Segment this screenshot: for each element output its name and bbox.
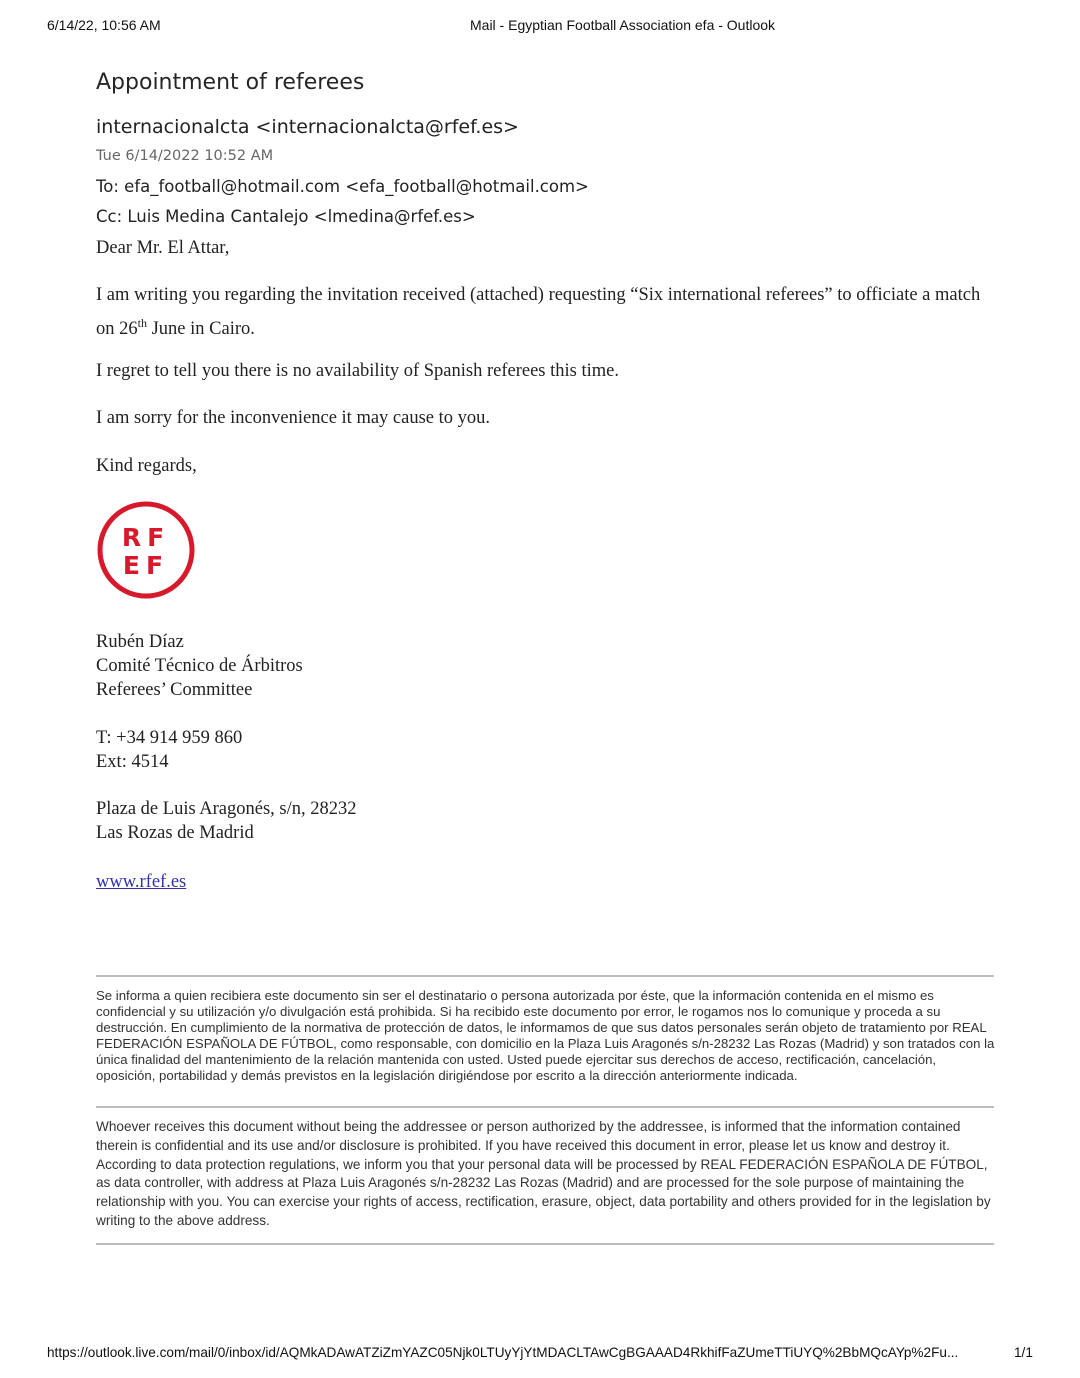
- p1-sup: th: [137, 316, 147, 330]
- print-page-number: 1/1: [1014, 1345, 1033, 1360]
- email-cc: Cc: Luis Medina Cantalejo <lmedina@rfef.es>: [96, 207, 476, 226]
- signature-ext: Ext: 4514: [96, 752, 169, 772]
- address-line-1: Plaza de Luis Aragonés, s/n, 28232: [96, 799, 357, 819]
- signature-phone: T: +34 914 959 860: [96, 728, 243, 748]
- print-datetime: 6/14/22, 10:56 AM: [47, 17, 161, 33]
- signature-role-es: Comité Técnico de Árbitros: [96, 656, 303, 676]
- logo-text-2: EF: [122, 551, 170, 580]
- body-paragraph-1: [96, 281, 986, 343]
- email-sender: internacionalcta <internacionalcta@rfef.es>: [96, 116, 519, 138]
- disclaimer-spanish: Se informa a quien recibiera este documento sin ser el destinatario o persona autorizada por éste, que la información contenida en el mismo es confidencial y su utilización y/o divulgación está prohibida. Si ha recibido este documento por error, le rogamos nos lo comunique y proceda a su destrucción. En cumplimiento de la normativa de protección de datos, le informamos de que sus datos personales serán objeto de tratamiento por REAL FEDERACIÓN ESPAÑOLA DE FÚTBOL, como responsable, con domicilio en la Plaza Luis Aragonés s/n-28232 Las Rozas (Madrid) y son tratados con la única finalidad del mantenimiento de la relación mantenida con usted. Usted puede ejercitar sus derechos de acceso, rectificación, cancelación, oposición, portabilidad y demás previstos en la legislación dirigiéndose por escrito a la dirección anteriormente indicada.: [96, 988, 995, 1083]
- divider: [96, 975, 994, 977]
- address-block: [96, 797, 357, 845]
- signature-block: [96, 630, 303, 702]
- logo-text-1: RF: [121, 523, 171, 552]
- divider: [96, 1243, 994, 1245]
- p1-text-end: June in Cairo.: [146, 319, 255, 340]
- signature-name: Rubén Díaz: [96, 632, 184, 652]
- disclaimer-english: Whoever receives this document without being the addressee or person authorized by the addressee, is informed that the information contained therein is confidential and its use and/or disclosure is prohibited. If you have received this document in error, please let us know and destroy it. According to data protection regulations, we inform you that your personal data will be processed by REAL FEDERACIÓN ESPAÑOLA DE FÚTBOL, as data controller, with address at Plaza Luis Aragonés s/n-28232 Las Rozas (Madrid) and are processed for the sole purpose of maintaining the relationship with you. You can exercise your rights of access, rectification, erasure, object, data portability and others provided for in the legislation by writing to the above address.: [96, 1119, 991, 1228]
- address-line-2: Las Rozas de Madrid: [96, 823, 254, 843]
- greeting: Dear Mr. El Attar,: [96, 238, 230, 258]
- rfef-logo: [96, 500, 196, 600]
- contact-block: [96, 726, 242, 774]
- website-link[interactable]: www.rfef.es: [96, 872, 187, 892]
- p1-text: I am writing you regarding the invitation received (attached) requesting “Six international referees” to officiate a match on 26: [96, 285, 981, 340]
- body-paragraph-3: I am sorry for the inconvenience it may cause to you.: [96, 408, 491, 428]
- email-subject: Appointment of referees: [96, 70, 365, 95]
- divider: [96, 1106, 994, 1108]
- body-paragraph-2: I regret to tell you there is no availability of Spanish referees this time.: [96, 361, 619, 381]
- closing: Kind regards,: [96, 456, 197, 476]
- print-page-title: Mail - Egyptian Football Association efa - Outlook: [470, 17, 776, 33]
- email-recipient: To: efa_football@hotmail.com <efa_football@hotmail.com>: [96, 177, 589, 196]
- email-date: Tue 6/14/2022 10:52 AM: [96, 148, 274, 164]
- print-url: https://outlook.live.com/mail/0/inbox/id/AQMkADAwATZiZmYAZC05Njk0LTUyYjYtMDACLTAwCgBGAAAD4RkhifFaZUmeTTiUYQ%2BbMQcAYp%2Fu...: [47, 1345, 959, 1360]
- signature-role-en: Referees’ Committee: [96, 680, 253, 700]
